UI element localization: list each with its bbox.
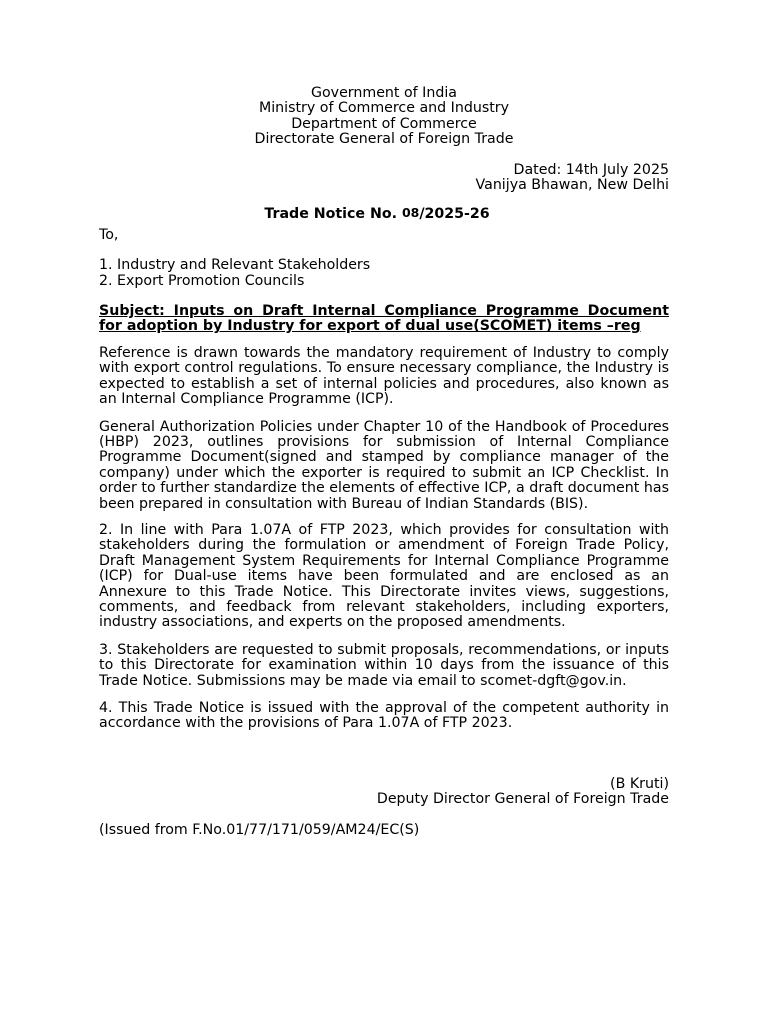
letterhead-directorate: Directorate General of Foreign Trade [254, 131, 514, 148]
signatory-name: (B Kruti) [610, 775, 669, 792]
trade-notice-prefix: Trade Notice No. [264, 206, 402, 223]
recipient-list [99, 258, 669, 289]
letterhead-ministry: Ministry of Commerce and Industry [258, 100, 510, 117]
letterhead-department: Department of Commerce [291, 115, 477, 132]
trade-notice-number [99, 206, 669, 222]
paragraph-reference: Reference is drawn towards the mandatory requirement of Industry to comply with export control regulations. To ensure necessary compliance, the Industry is expected to establish a set of internal policies and procedures, also known as an Internal Compliance Programme (ICP). [99, 344, 669, 408]
paragraph-4: 4. This Trade Notice is issued with the approval of the competent authority in accordance with the provisions of Para 1.07A of FTP 2023. [99, 700, 669, 732]
file-reference: (Issued from F.No.01/77/171/059/AM24/EC(S) [99, 821, 420, 838]
date-block [99, 163, 669, 194]
subject-line: Subject: Inputs on Draft Internal Compliance Programme Document for adoption by Industry for export of dual use(SCOMET) items –reg [99, 303, 669, 335]
paragraph-general-authorization: General Authorization Policies under Chapter 10 of the Handbook of Procedures (HBP) 2023, outlines provisions for submission of Internal Compliance Programme Document(signed and stamped by compliance manager of the company) under which the exporter is required to submit an ICP Checklist. In order to further standardize the elements of effective ICP, a draft document has been prepared in consultation with Bureau of Indian Standards (BIS). [99, 418, 669, 512]
paragraph-2: 2. In line with Para 1.07A of FTP 2023, which provides for consultation with stakeholders during the formulation or amendment of Foreign Trade Policy, Draft Management System Requirements for Internal Compliance Programme (ICP) for Dual-use items have been formulated and are enclosed as an Annexure to this Trade Notice. This Directorate invites views, suggestions, comments, and feedback from relevant stakeholders, including exporters, industry associations, and experts on the proposed amendments. [99, 521, 669, 631]
salutation: To, [99, 226, 119, 243]
trade-notice-num: 08 [401, 205, 420, 221]
dated-text: Dated: 14th July 2025 [513, 161, 669, 178]
signature-block [99, 777, 669, 808]
recipient-item: 1. Industry and Relevant Stakeholders [99, 257, 371, 274]
letterhead-government: Government of India [311, 85, 457, 101]
place-text: Vanijya Bhawan, New Delhi [475, 177, 669, 194]
document-page [99, 86, 669, 838]
paragraph-3: 3. Stakeholders are requested to submit proposals, recommendations, or inputs to this Directorate for examination within 10 days from the issuance of this Trade Notice. Submissions may be made via email to scomet-dgft@gov.in. [99, 641, 669, 689]
signatory-designation: Deputy Director General of Foreign Trade [376, 791, 669, 808]
letterhead [99, 86, 669, 148]
recipient-item: 2. Export Promotion Councils [99, 272, 305, 289]
trade-notice-suffix: /2025-26 [419, 206, 490, 223]
